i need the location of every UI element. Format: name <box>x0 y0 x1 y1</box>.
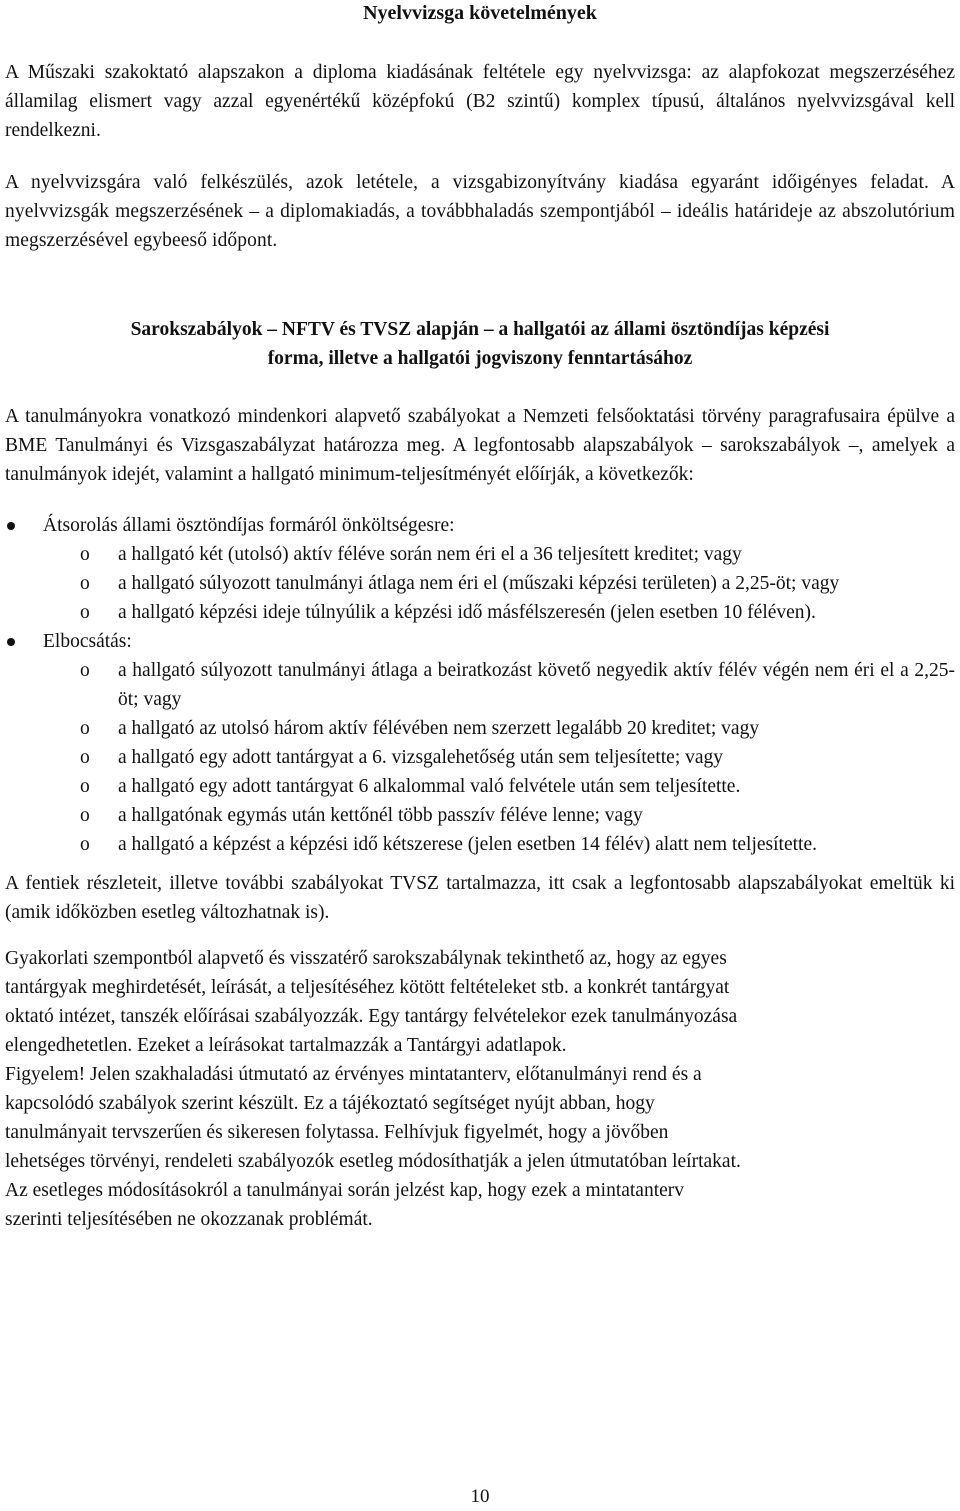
bullet-icon <box>7 638 15 646</box>
list-marker: o <box>80 834 90 855</box>
rule-label: Elbocsátás: <box>43 631 132 652</box>
rule-dismissal <box>5 627 955 859</box>
list-marker: o <box>80 747 90 768</box>
sub-list <box>80 540 955 627</box>
list-item <box>80 801 955 830</box>
text-line: elengedhetetlen. Ezeket a leírásokat tartalmazzák a Tantárgyi adatlapok. <box>5 1035 567 1056</box>
list-item <box>80 540 955 569</box>
list-item-text: a hallgató súlyozott tanulmányi átlaga nem éri el (műszaki képzési területen) a 2,25-öt; vagy <box>118 573 840 594</box>
list-item-text: a hallgató egy adott tantárgyat a 6. vizsgalehetőség után sem teljesítette; vagy <box>118 747 724 768</box>
text-line: tantárgyak meghirdetését, leírását, a teljesítéséhez kötött feltételeket stb. a konkrét tantárgyat <box>5 977 730 998</box>
list-marker: o <box>80 805 90 826</box>
list-item-text: a hallgató a képzést a képzési idő kétszerese (jelen esetben 14 félév) alatt nem teljesítette. <box>118 834 817 855</box>
page-content <box>5 0 955 1234</box>
rules-list <box>5 511 955 859</box>
list-item <box>80 656 955 714</box>
text-line: Gyakorlati szempontból alapvető és visszatérő sarokszabálynak tekinthető az, hogy az egyes <box>5 948 727 969</box>
list-marker: o <box>80 573 90 594</box>
list-marker: o <box>80 602 90 623</box>
page-title: Nyelvvizsga követelmények <box>363 2 597 24</box>
text-line: Figyelem! Jelen szakhaladási útmutató az érvényes mintatanterv, előtanulmányi rend és a <box>5 1064 702 1085</box>
list-item <box>80 569 955 598</box>
intro-paragraph-2: A nyelvvizsgára való felkészülés, azok letétele, a vizsgabizonyítvány kiadása egyaránt időigényes feladat. A nyelvvizsgák megszerzésének – a diplomakiadás, a továbbhaladás szempontjából – ideális határideje az abszolutórium megszerzésével egybeeső időpont. <box>5 172 955 251</box>
rule-reclassification <box>5 511 955 627</box>
sub-list <box>80 656 955 859</box>
list-marker: o <box>80 776 90 797</box>
list-item <box>80 714 955 743</box>
section-heading-line-2: forma, illetve a hallgatói jogviszony fenntartásához <box>267 348 693 369</box>
rules-intro-paragraph: A tanulmányokra vonatkozó mindenkori alapvető szabályokat a Nemzeti felsőoktatási törvény paragrafusaira épülve a BME Tanulmányi és Vizsgaszabályzat határozza meg. A legfontosabb alapszabályok – sarokszabályok –, amelyek a tanulmányok idejét, valamint a hallgató minimum-teljesítményét előírják, a következők: <box>5 406 955 485</box>
list-item-text: a hallgató az utolsó három aktív félévében nem szerzett legalább 20 kreditet; vagy <box>118 718 760 739</box>
list-marker: o <box>80 544 90 565</box>
page-number: 10 <box>470 1486 490 1507</box>
list-item <box>80 830 955 859</box>
text-line: szerinti teljesítésében ne okozzanak problémát. <box>5 1209 373 1230</box>
text-line: tanulmányait tervszerűen és sikeresen folytassa. Felhívjuk figyelmét, hogy a jövőben <box>5 1122 669 1143</box>
list-marker: o <box>80 660 90 681</box>
text-line: lehetséges törvényi, rendeleti szabályozók esetleg módosíthatják a jelen útmutatóban leírtakat. <box>5 1151 741 1172</box>
section-heading <box>5 315 955 373</box>
text-line: Az esetleges módosításokról a tanulmányai során jelzést kap, hogy ezek a mintatanterv <box>5 1180 685 1201</box>
list-marker: o <box>80 718 90 739</box>
section-heading-line-1: Sarokszabályok – NFTV és TVSZ alapján – a hallgatói az állami ösztöndíjas képzési <box>130 319 830 340</box>
list-item <box>80 598 955 627</box>
bullet-icon <box>7 522 15 530</box>
list-item-text: a hallgató súlyozott tanulmányi átlaga a beiratkozást követő negyedik aktív félév végén nem éri el a 2,25-öt; vagy <box>118 660 955 710</box>
list-item-text: a hallgatónak egymás után kettőnél több passzív féléve lenne; vagy <box>118 805 643 826</box>
intro-paragraph-1: A Műszaki szakoktató alapszakon a diploma kiadásának feltétele egy nyelvvizsga: az alapfokozat megszerzéséhez államilag elismert vagy azzal egyenértékű középfokú (B2 szintű) komplex típusú, általános nyelvvizsgával kell rendelkezni. <box>5 62 955 141</box>
text-line: oktató intézet, tanszék előírásai szabályozzák. Egy tantárgy felvételekor ezek tanulmányozása <box>5 1006 738 1027</box>
list-item-text: a hallgató két (utolsó) aktív féléve során nem éri el a 36 teljesített kreditet; vagy <box>118 544 742 565</box>
rule-label: Átsorolás állami ösztöndíjas formáról önköltségesre: <box>43 515 455 536</box>
practical-paragraph <box>5 944 955 1234</box>
text-line: kapcsolódó szabályok szerint készült. Ez a tájékoztató segítséget nyújt abban, hogy <box>5 1093 655 1114</box>
list-item <box>80 743 955 772</box>
list-item-text: a hallgató egy adott tantárgyat 6 alkalommal való felvétele után sem teljesítette. <box>118 776 741 797</box>
closing-paragraph: A fentiek részleteit, illetve további szabályokat TVSZ tartalmazza, itt csak a legfontosabb alapszabályokat emeltük ki (amik időközben esetleg változhatnak is). <box>5 873 955 923</box>
list-item-text: a hallgató képzési ideje túlnyúlik a képzési idő másfélszeresén (jelen esetben 10 féléven). <box>118 602 816 623</box>
list-item <box>80 772 955 801</box>
